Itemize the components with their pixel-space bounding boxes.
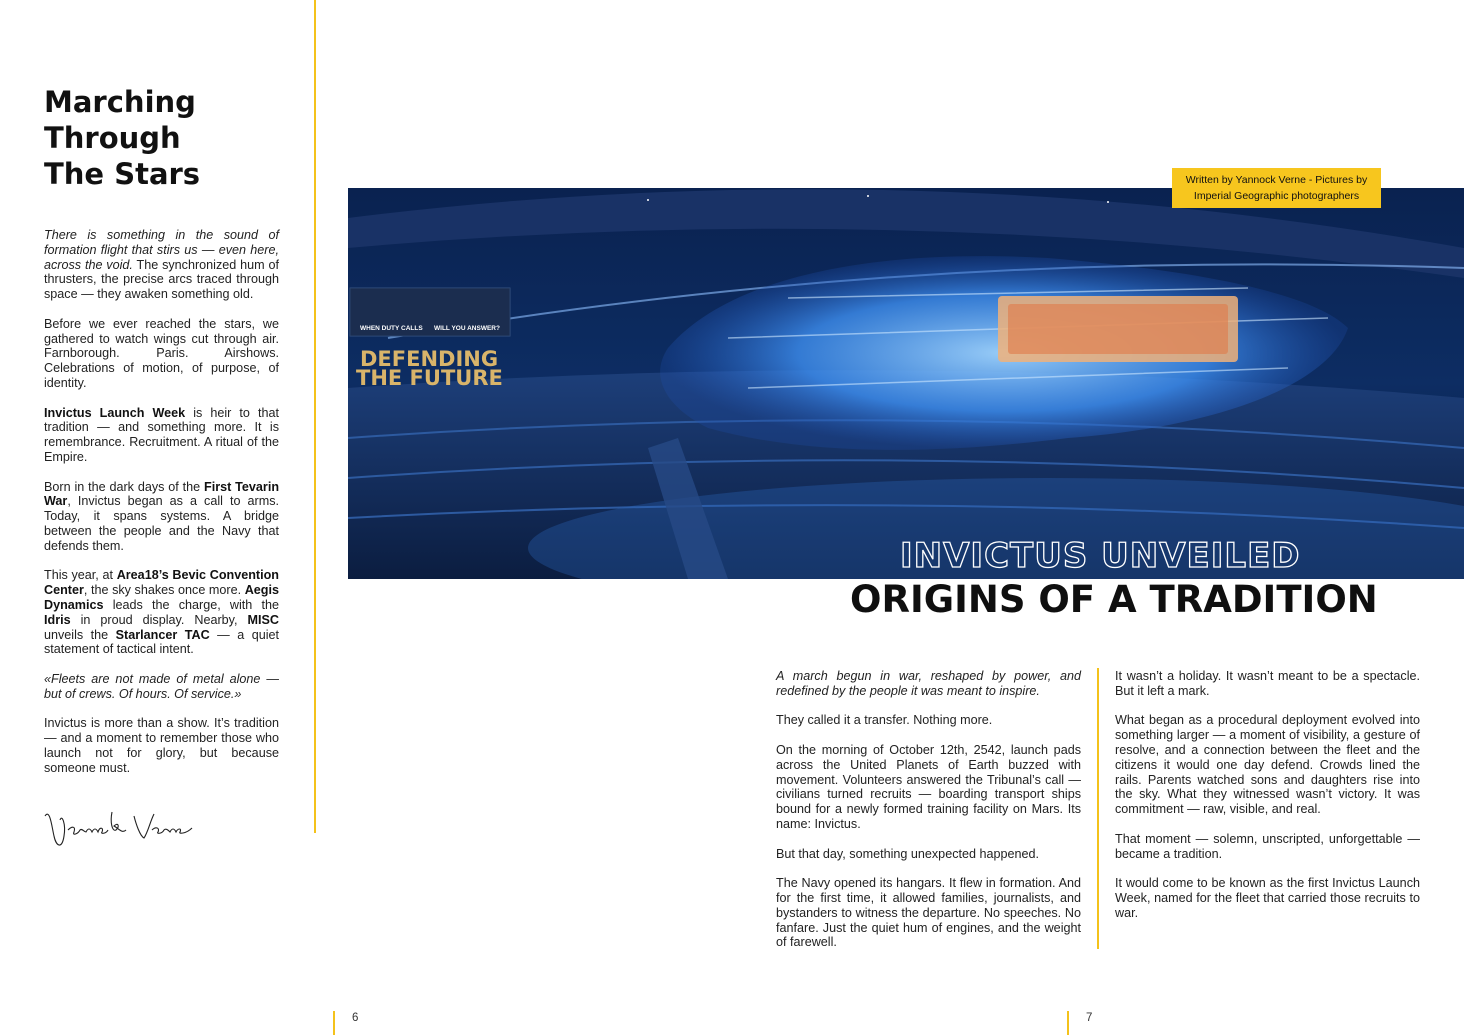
- title-line-1: Marching: [44, 85, 196, 119]
- airshows-paragraph: Before we ever reached the stars, we gathered to watch wings cut through air. Farnborough. Paris. Airshows. Celebrations of motion, of purpose, of identity.: [44, 316, 279, 390]
- fleets-quote: «Fleets are not made of metal alone — but of crews. Of hours. Of service.»: [44, 671, 279, 701]
- starlancer-term: Starlancer TAC: [115, 627, 210, 642]
- screen-banner-right: WILL YOU ANSWER?: [434, 325, 500, 332]
- column-divider-rule: [1097, 668, 1099, 949]
- title-line-2: Through: [44, 121, 181, 155]
- credit-line-2: Imperial Geographic photographers: [1193, 190, 1360, 202]
- area18-d: leads the charge, with the: [103, 597, 279, 612]
- left-page-vertical-rule: [314, 0, 316, 833]
- page-number-left: 6: [352, 1012, 359, 1024]
- transfer-paragraph: They called it a transfer. Nothing more.: [776, 713, 993, 728]
- bevic-center-term: Area18’s Bevic Convention Center: [44, 568, 279, 598]
- left-column-text: [44, 228, 279, 790]
- hologram-hall-photo: [348, 188, 1464, 579]
- tradition-paragraph: That moment — solemn, unscripted, unforgettable — became a tradition.: [1115, 831, 1420, 861]
- area18-e: in proud display. Nearby,: [70, 612, 248, 627]
- area18-f: unveils the: [44, 627, 116, 642]
- intro-rest: The synchronized hum of thrusters, the precise arcs traced through space — they awaken something old.: [44, 257, 279, 302]
- idris-term: Idris: [44, 612, 71, 627]
- main-heading: ORIGINS OF A TRADITION: [850, 578, 1378, 621]
- article-title: [44, 84, 294, 192]
- heir-rest: is heir to that tradition — and something more. It is remembrance. Recruitment. A ritual of the Empire.: [44, 405, 279, 464]
- tevarin-b: , Invictus began as a call to arms. Today, it spans systems. A bridge between the people and the Navy that defends them.: [44, 494, 279, 553]
- area18-a: This year, at: [44, 568, 117, 583]
- area18-paragraph: [44, 568, 279, 657]
- invictus-launch-week-term: Invictus Launch Week: [44, 405, 186, 420]
- right-page-column-2: [1115, 669, 1420, 935]
- author-signature: [42, 806, 197, 850]
- outlined-heading: INVICTUS UNVEILED: [900, 536, 1301, 576]
- screen-banner-left: WHEN DUTY CALLS: [360, 325, 423, 332]
- unexpected-paragraph: But that day, something unexpected happened.: [776, 846, 1040, 861]
- holiday-paragraph: It wasn’t a holiday. It wasn’t meant to be a spectacle. But it left a mark.: [1115, 669, 1420, 698]
- launch-week-paragraph: It would come to be known as the first Invictus Launch Week, named for the fleet that carried those recruits to war.: [1115, 876, 1420, 920]
- footer-rule-left: [333, 1011, 335, 1035]
- deployment-paragraph: What began as a procedural deployment evolved into something larger — a moment of visibility, a gesture of resolve, and a connection between the fleet and the citizens it would one day defend. Crowds lined the rails. Parents watched sons and daughters rise into the sky. What they witnessed wasn’t victory. It was commitment — raw, visible, and real.: [1115, 713, 1420, 817]
- intro-paragraph: [44, 228, 279, 302]
- right-page-column-1: [776, 669, 1081, 965]
- credit-line-1: Written by Yannock Verne - Pictures by: [1185, 174, 1368, 186]
- title-line-3: The Stars: [44, 157, 201, 191]
- october-paragraph: On the morning of October 12th, 2542, launch pads across the United Planets of Earth buzzed with movement. Volunteers answered the Tribunal’s call — civilians turned recruits — boarding transport ships bound for a newly formed training facility on Mars. Its name: Invictus.: [776, 742, 1081, 831]
- wall-text-line-1: DEFENDING: [360, 347, 499, 371]
- tevarin-a: Born in the dark days of the: [44, 479, 204, 494]
- area18-c: , the sky shakes once more.: [83, 583, 245, 598]
- hangars-paragraph: The Navy opened its hangars. It flew in formation. And for the first time, it allowed families, journalists, and bystanders to witness the departure. No speeches. No fanfare. Just the quiet hum of engines, and the weight of farewell.: [776, 876, 1081, 950]
- closing-paragraph: Invictus is more than a show. It’s tradition — and a moment to remember those who launch not for glory, but because someone must.: [44, 716, 279, 775]
- author-credit-box: [1172, 168, 1381, 208]
- heir-paragraph: [44, 406, 279, 465]
- lede-paragraph: A march begun in war, reshaped by power, and redefined by the people it was meant to inspire.: [776, 669, 1081, 698]
- page-number-right: 7: [1086, 1012, 1093, 1024]
- area18-g: — a quiet statement of tactical intent.: [44, 627, 279, 657]
- misc-term: MISC: [247, 612, 279, 627]
- footer-rule-right: [1067, 1011, 1069, 1035]
- first-tevarin-war-term: First Tevarin War: [44, 479, 280, 509]
- aegis-term: Aegis Dynamics: [44, 583, 279, 612]
- intro-italic: There is something in the sound of formation flight that stirs us — even here, across the void.: [44, 228, 279, 272]
- tevarin-paragraph: [44, 480, 279, 554]
- wall-text-line-2: THE FUTURE: [356, 366, 503, 390]
